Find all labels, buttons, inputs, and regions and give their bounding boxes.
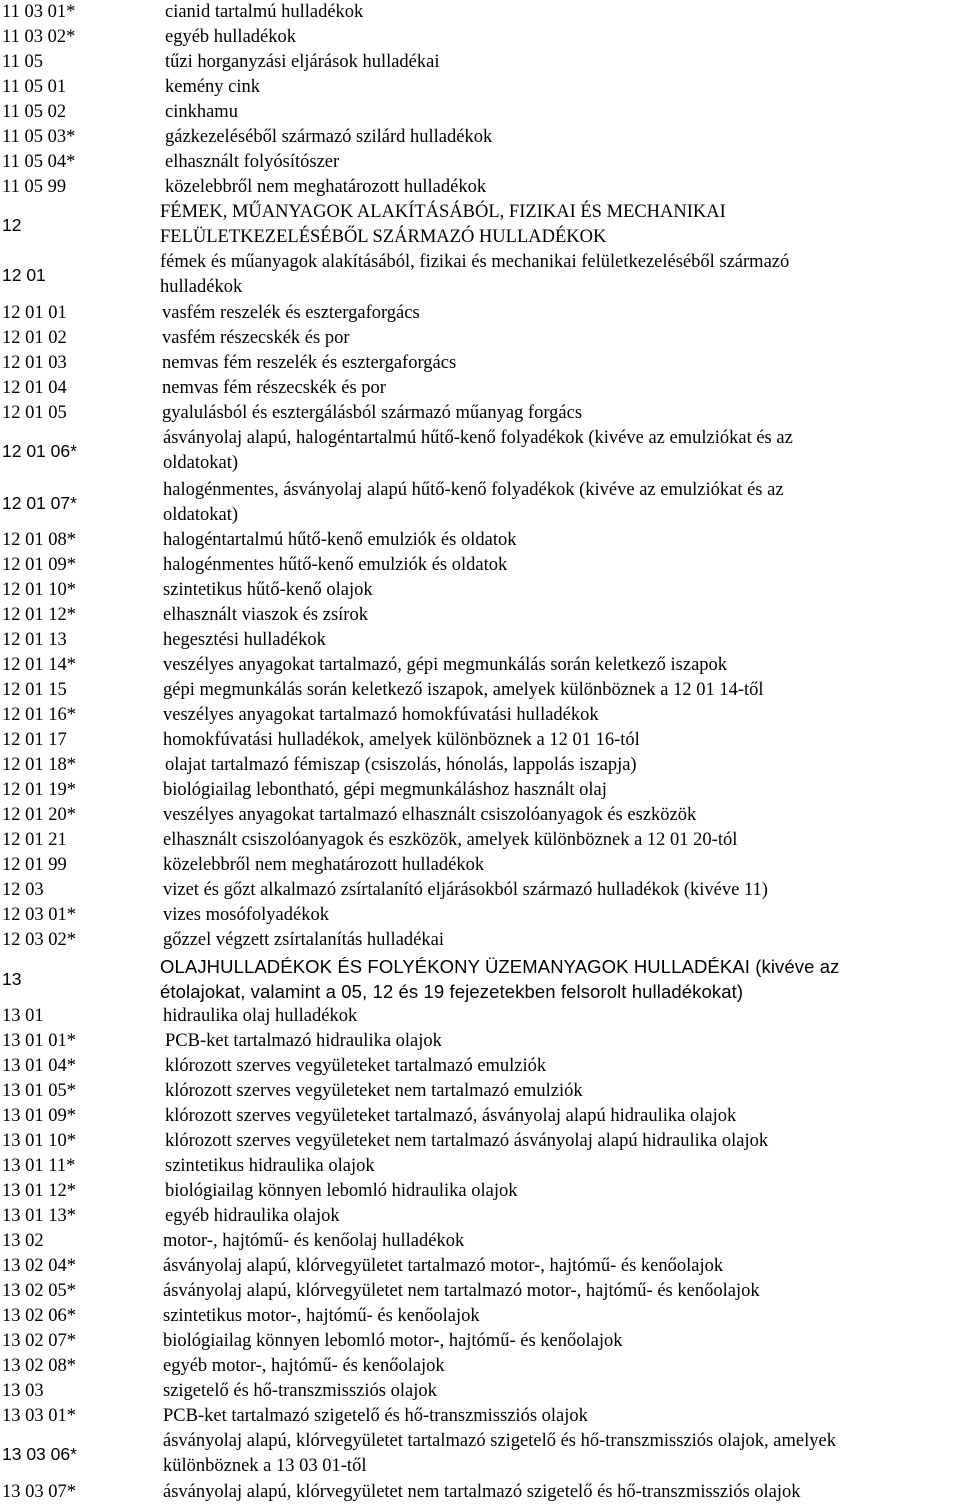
waste-code: 13 01 13* — [2, 1206, 76, 1226]
waste-description: gyalulásból és esztergálásból származó műanyag forgács — [162, 403, 583, 423]
waste-description: egyéb motor-, hajtómű- és kenőolajok — [163, 1356, 445, 1376]
waste-code: 12 01 06* — [2, 441, 77, 461]
waste-code: 12 01 07* — [2, 493, 77, 513]
waste-code: 13 01 — [2, 1006, 44, 1026]
waste-code: 12 01 05 — [2, 403, 67, 423]
waste-code: 12 01 10* — [2, 580, 76, 600]
waste-code: 13 03 01* — [2, 1406, 76, 1426]
waste-description: hidraulika olaj hulladékok — [163, 1006, 358, 1026]
waste-code: 11 03 01* — [2, 2, 76, 22]
waste-code: 12 01 99 — [2, 855, 67, 875]
waste-code: 12 01 20* — [2, 805, 76, 825]
waste-code: 11 05 01 — [2, 77, 67, 97]
waste-code: 12 01 19* — [2, 780, 76, 800]
waste-description: nemvas fém reszelék és esztergaforgács — [162, 353, 457, 373]
waste-code: 12 01 02 — [2, 328, 67, 348]
waste-description: hulladékok — [160, 277, 243, 297]
waste-description: szintetikus hidraulika olajok — [165, 1156, 375, 1176]
waste-code: 12 01 18* — [2, 755, 76, 775]
waste-code: 13 01 11* — [2, 1156, 76, 1176]
waste-description: halogéntartalmú hűtő-kenő emulziók és oldatok — [163, 530, 517, 550]
waste-code: 12 01 12* — [2, 605, 76, 625]
waste-code: 13 02 — [2, 1231, 44, 1251]
waste-description: FÉMEK, MŰANYAGOK ALAKÍTÁSÁBÓL, FIZIKAI ÉS MECHANIKAI — [160, 202, 726, 222]
waste-code: 11 05 — [2, 52, 43, 72]
waste-description: vasfém reszelék és esztergaforgács — [162, 303, 420, 323]
waste-code: 11 03 02* — [2, 27, 76, 47]
waste-description: gőzzel végzett zsírtalanítás hulladékai — [163, 930, 444, 950]
waste-code: 13 02 08* — [2, 1356, 76, 1376]
waste-description: motor-, hajtómű- és kenőolaj hulladékok — [163, 1231, 465, 1251]
waste-description: egyéb hulladékok — [165, 27, 296, 47]
waste-code: 12 01 14* — [2, 655, 76, 675]
waste-description: nemvas fém részecskék és por — [162, 378, 386, 398]
waste-code: 13 02 05* — [2, 1281, 76, 1301]
waste-description: vizet és gőzt alkalmazó zsírtalanító eljárásokból származó hulladékok (kivéve 11) — [163, 880, 768, 900]
waste-description: ásványolaj alapú, klórvegyületet tartalmazó motor-, hajtómű- és kenőolajok — [163, 1256, 724, 1276]
waste-code: 13 03 — [2, 1381, 44, 1401]
waste-description: cianid tartalmú hulladékok — [165, 2, 364, 22]
waste-description: OLAJHULLADÉKOK ÉS FOLYÉKONY ÜZEMANYAGOK HULLADÉKAI (kivéve az — [160, 956, 840, 977]
waste-description: biológiailag könnyen lebomló hidraulika olajok — [165, 1181, 518, 1201]
waste-code: 12 01 16* — [2, 705, 76, 725]
waste-description: elhasznált csiszolóanyagok és eszközök, amelyek különböznek a 12 01 20-tól — [163, 830, 738, 850]
waste-code: 11 05 99 — [2, 177, 67, 197]
waste-code: 13 03 06* — [2, 1444, 77, 1464]
waste-description: közelebbről nem meghatározott hulladékok — [163, 855, 485, 875]
waste-code: 12 03 02* — [2, 930, 76, 950]
waste-description: biológiailag könnyen lebomló motor-, hajtómű- és kenőolajok — [163, 1331, 623, 1351]
waste-description: oldatokat) — [163, 505, 239, 525]
waste-code: 11 05 04* — [2, 152, 76, 172]
waste-description: szintetikus hűtő-kenő olajok — [163, 580, 373, 600]
waste-description: tűzi horganyzási eljárások hulladékai — [165, 52, 440, 72]
waste-description: egyéb hidraulika olajok — [165, 1206, 340, 1226]
waste-description: klórozott szerves vegyületeket tartalmazó, ásványolaj alapú hidraulika olajok — [165, 1106, 737, 1126]
waste-code: 13 01 05* — [2, 1081, 76, 1101]
waste-code: 11 05 03* — [2, 127, 76, 147]
waste-code: 12 01 17 — [2, 730, 67, 750]
waste-description: szintetikus motor-, hajtómű- és kenőolajok — [163, 1306, 480, 1326]
waste-code: 12 01 03 — [2, 353, 67, 373]
waste-description: homokfúvatási hulladékok, amelyek különböznek a 12 01 16-tól — [163, 730, 640, 750]
waste-description: különböznek a 13 03 01-től — [163, 1456, 367, 1476]
waste-description: biológiailag lebontható, gépi megmunkáláshoz használt olaj — [163, 780, 607, 800]
waste-description: cinkhamu — [165, 102, 238, 122]
waste-code: 12 01 01 — [2, 303, 67, 323]
waste-description: kemény cink — [165, 77, 261, 97]
waste-description: veszélyes anyagokat tartalmazó elhasznált csiszolóanyagok és eszközök — [163, 805, 697, 825]
waste-description: veszélyes anyagokat tartalmazó, gépi megmunkálás során keletkező iszapok — [163, 655, 728, 675]
waste-code: 12 01 09* — [2, 555, 76, 575]
waste-description: halogénmentes, ásványolaj alapú hűtő-kenő folyadékok (kivéve az emulziókat és az — [163, 480, 784, 500]
waste-description: étolajokat, valamint a 05, 12 és 19 fejezetekben felsorolt hulladékokat) — [160, 981, 744, 1002]
waste-description: PCB-ket tartalmazó szigetelő és hő-transzmissziós olajok — [163, 1406, 588, 1426]
waste-description: vasfém részecskék és por — [162, 328, 350, 348]
waste-code: 13 01 01* — [2, 1031, 76, 1051]
waste-code: 12 — [2, 215, 22, 235]
waste-description: hegesztési hulladékok — [163, 630, 326, 650]
waste-description: oldatokat) — [163, 453, 239, 473]
waste-description: vizes mosófolyadékok — [163, 905, 329, 925]
waste-description: szigetelő és hő-transzmissziós olajok — [163, 1381, 437, 1401]
waste-description: halogénmentes hűtő-kenő emulziók és oldatok — [163, 555, 508, 575]
waste-description: elhasznált folyósítószer — [165, 152, 340, 172]
waste-description: klórozott szerves vegyületeket tartalmazó emulziók — [165, 1056, 547, 1076]
waste-code: 13 02 07* — [2, 1331, 76, 1351]
waste-description: elhasznált viaszok és zsírok — [163, 605, 368, 625]
waste-description: ásványolaj alapú, klórvegyületet tartalmazó szigetelő és hő-transzmissziós olajok, amelyek — [163, 1431, 836, 1451]
waste-description: PCB-ket tartalmazó hidraulika olajok — [165, 1031, 442, 1051]
waste-code: 11 05 02 — [2, 102, 67, 122]
waste-code: 13 01 04* — [2, 1056, 76, 1076]
waste-code: 13 03 07* — [2, 1482, 76, 1502]
waste-code: 12 01 21 — [2, 830, 67, 850]
waste-code: 13 02 06* — [2, 1306, 76, 1326]
waste-code: 12 01 04 — [2, 378, 67, 398]
waste-code: 13 01 12* — [2, 1181, 76, 1201]
waste-code: 12 01 08* — [2, 530, 76, 550]
waste-description: gépi megmunkálás során keletkező iszapok, amelyek különböznek a 12 01 14-től — [163, 680, 764, 700]
waste-description: FELÜLETKEZELÉSÉBŐL SZÁRMAZÓ HULLADÉKOK — [160, 227, 607, 247]
waste-description: ásványolaj alapú, halogéntartalmú hűtő-kenő folyadékok (kivéve az emulziókat és az — [163, 428, 793, 448]
waste-code: 13 02 04* — [2, 1256, 76, 1276]
waste-description: klórozott szerves vegyületeket nem tartalmazó emulziók — [165, 1081, 583, 1101]
waste-description: gázkezeléséből származó szilárd hulladékok — [165, 127, 493, 147]
waste-description: klórozott szerves vegyületeket nem tartalmazó ásványolaj alapú hidraulika olajok — [165, 1131, 769, 1151]
waste-code: 12 01 13 — [2, 630, 67, 650]
waste-description: közelebbről nem meghatározott hulladékok — [165, 177, 487, 197]
waste-code: 12 03 — [2, 880, 44, 900]
waste-description: olajat tartalmazó fémiszap (csiszolás, hónolás, lappolás iszapja) — [165, 755, 637, 775]
waste-code: 12 01 15 — [2, 680, 67, 700]
waste-description: ásványolaj alapú, klórvegyületet nem tartalmazó motor-, hajtómű- és kenőolajok — [163, 1281, 760, 1301]
waste-description: ásványolaj alapú, klórvegyületet nem tartalmazó szigetelő és hő-transzmissziós olajok — [163, 1482, 801, 1502]
waste-code: 12 03 01* — [2, 905, 76, 925]
waste-code: 13 01 09* — [2, 1106, 76, 1126]
waste-code: 13 01 10* — [2, 1131, 76, 1151]
waste-code: 12 01 — [2, 265, 46, 285]
waste-description: fémek és műanyagok alakításából, fizikai és mechanikai felületkezeléséből származó — [160, 252, 790, 272]
waste-description: veszélyes anyagokat tartalmazó homokfúvatási hulladékok — [163, 705, 599, 725]
waste-code: 13 — [2, 969, 22, 989]
